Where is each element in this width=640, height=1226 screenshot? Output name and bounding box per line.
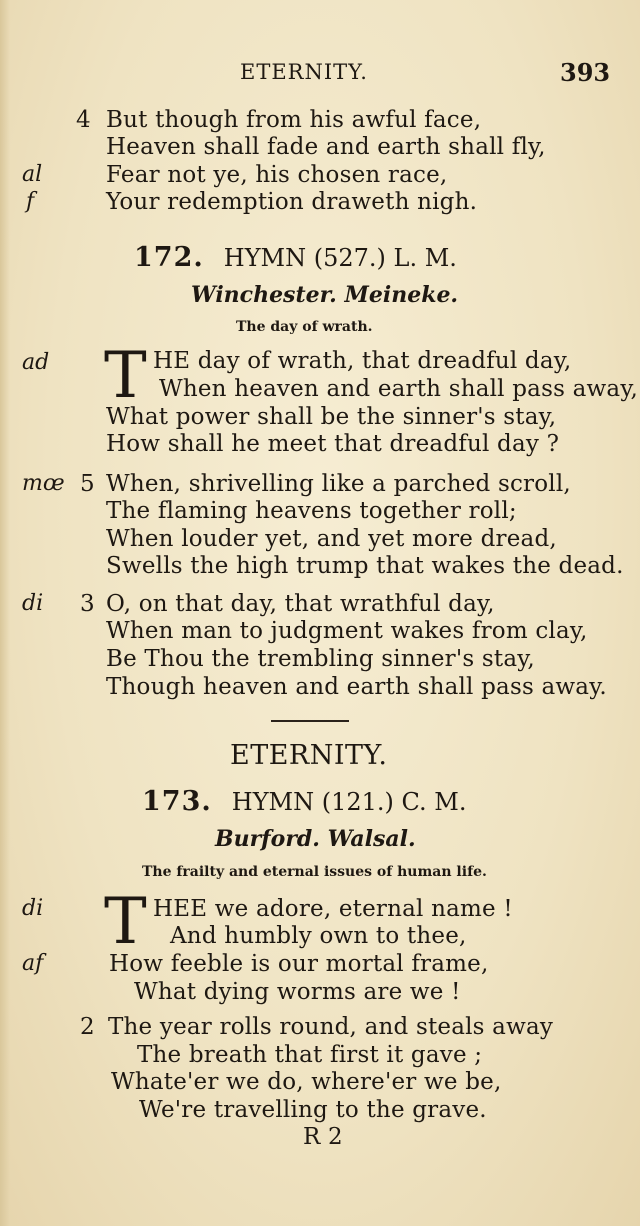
verse-line: What dying worms are we ! [134, 979, 461, 1005]
verse-line: Fear not ye, his chosen race, [106, 162, 448, 188]
signature-mark: R 2 [303, 1124, 343, 1150]
verse-line: O, on that day, that wrathful day, [106, 591, 495, 617]
hymn-number: 173. [142, 786, 212, 817]
tune-names: Winchester. Meineke. [191, 282, 459, 308]
dynamic-mark: af [22, 951, 44, 976]
running-head: ETERNITY. [240, 60, 368, 84]
verse-line: When, shrivelling like a parched scroll, [106, 471, 571, 497]
dynamic-mark: di [22, 591, 44, 616]
verse-line: When louder yet, and yet more dread, [106, 526, 557, 552]
dynamic-mark: di [22, 896, 44, 921]
verse-line: HEE we adore, eternal name ! [153, 896, 513, 922]
stanza-number: 4 [76, 107, 91, 133]
dynamic-mark: al [22, 162, 43, 187]
hymn-title: HYMN (527.) L. M. [223, 244, 457, 272]
hymn-heading [134, 242, 457, 273]
drop-cap: T [104, 885, 147, 959]
hymn-number: 172. [134, 242, 204, 273]
section-title: ETERNITY. [230, 740, 388, 771]
verse-line: How feeble is our mortal frame, [109, 951, 489, 977]
stanza-number: 2 [80, 1014, 95, 1040]
hymn-heading [142, 786, 467, 817]
verse-line: Whate'er we do, where'er we be, [111, 1069, 502, 1095]
dynamic-mark: f [26, 189, 35, 214]
verse-line: The flaming heavens together roll; [106, 498, 517, 524]
verse-line: But though from his awful face, [106, 107, 482, 133]
page-edge-shadow [0, 0, 10, 1226]
hymn-subject: The frailty and eternal issues of human life. [142, 864, 487, 880]
verse-line: How shall he meet that dreadful day ? [106, 431, 560, 457]
page-number: 393 [560, 58, 611, 87]
dynamic-mark: ad [22, 350, 50, 375]
verse-line: The year rolls round, and steals away [108, 1014, 554, 1040]
verse-line: Swells the high trump that wakes the dead. [106, 553, 624, 579]
dynamic-mark: mœ [22, 471, 65, 496]
tune-names: Burford. Walsal. [215, 826, 416, 852]
verse-line: We're travelling to the grave. [139, 1097, 487, 1123]
verse-line: When heaven and earth shall pass away, [159, 376, 638, 402]
verse-line: And humbly own to thee, [170, 923, 467, 949]
verse-line: What power shall be the sinner's stay, [106, 404, 557, 430]
hymn-subject: The day of wrath. [236, 319, 373, 335]
verse-line: Be Thou the trembling sinner's stay, [106, 646, 535, 672]
stanza-number: 3 [80, 591, 95, 617]
hymn-title: HYMN (121.) C. M. [231, 788, 467, 816]
stanza-number: 5 [80, 471, 95, 497]
verse-line: When man to judgment wakes from clay, [106, 618, 588, 644]
verse-line: The breath that first it gave ; [137, 1042, 483, 1068]
verse-line: Your redemption draweth nigh. [106, 189, 478, 215]
verse-line: HE day of wrath, that dreadful day, [153, 348, 572, 374]
verse-line: Though heaven and earth shall pass away. [106, 674, 607, 700]
drop-cap: T [104, 339, 147, 413]
verse-line: Heaven shall fade and earth shall fly, [106, 134, 546, 160]
section-divider [271, 720, 349, 722]
